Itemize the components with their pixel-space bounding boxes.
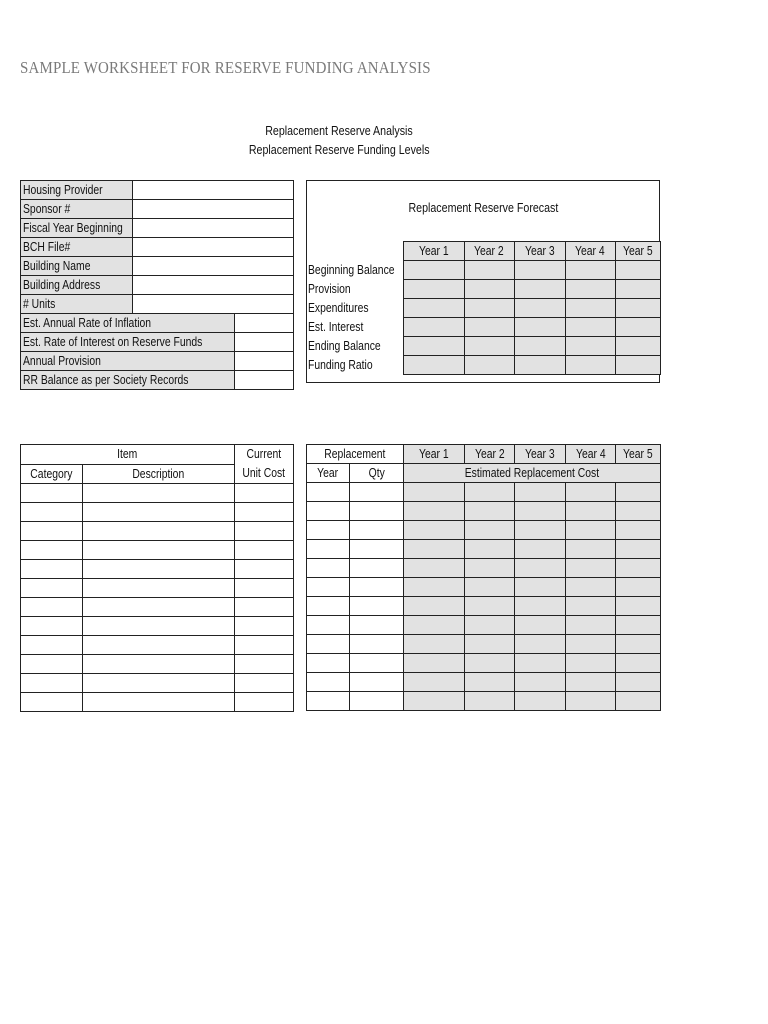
cost-cell[interactable] — [465, 521, 515, 540]
item-row — [21, 484, 294, 503]
repl-year-cell[interactable] — [307, 540, 350, 559]
year-header: Year — [307, 464, 350, 483]
repl-year-5: Year 5 — [616, 445, 661, 464]
cost-cell[interactable] — [465, 692, 515, 711]
forecast-cell[interactable] — [403, 280, 464, 299]
cost-cell[interactable] — [404, 635, 465, 654]
cost-cell[interactable] — [616, 502, 661, 521]
description-cell[interactable] — [83, 484, 235, 503]
cost-cell[interactable] — [566, 597, 616, 616]
cost-cell[interactable] — [566, 654, 616, 673]
repl-year-cell[interactable] — [307, 692, 350, 711]
category-cell[interactable] — [21, 522, 83, 541]
repl-year-cell[interactable] — [307, 654, 350, 673]
item-row — [21, 617, 294, 636]
cost-cell[interactable] — [404, 597, 465, 616]
category-cell[interactable] — [21, 655, 83, 674]
replacement-row — [307, 654, 661, 673]
replacement-table — [306, 444, 661, 711]
repl-year-cell[interactable] — [307, 502, 350, 521]
forecast-cell[interactable] — [615, 261, 660, 280]
forecast-cell[interactable] — [464, 337, 514, 356]
item-row — [21, 560, 294, 579]
fiscal-year-field[interactable] — [133, 219, 294, 238]
repl-year-cell[interactable] — [307, 597, 350, 616]
replacement-row — [307, 635, 661, 654]
description-cell[interactable] — [83, 503, 235, 522]
repl-year-cell[interactable] — [307, 578, 350, 597]
cost-cell[interactable] — [404, 483, 465, 502]
cost-cell[interactable] — [404, 540, 465, 559]
qty-cell[interactable] — [350, 578, 404, 597]
forecast-year-4: Year 4 — [565, 242, 615, 261]
unit-cost-cell[interactable] — [235, 693, 294, 712]
cost-cell[interactable] — [566, 673, 616, 692]
description-cell[interactable] — [83, 674, 235, 693]
replacement-row — [307, 673, 661, 692]
cost-cell[interactable] — [515, 540, 566, 559]
cost-cell[interactable] — [616, 597, 661, 616]
forecast-row-label: Expenditures — [308, 301, 369, 315]
replacement-row — [307, 692, 661, 711]
unit-cost-cell[interactable] — [235, 674, 294, 693]
qty-cell[interactable] — [350, 521, 404, 540]
housing-provider-label: Housing Provider — [21, 181, 133, 200]
repl-year-3: Year 3 — [515, 445, 566, 464]
forecast-cell[interactable] — [464, 356, 514, 375]
replacement-row — [307, 540, 661, 559]
cost-cell[interactable] — [465, 597, 515, 616]
unit-cost-cell[interactable] — [235, 522, 294, 541]
cost-cell[interactable] — [465, 559, 515, 578]
qty-header: Qty — [350, 464, 404, 483]
replacement-row — [307, 483, 661, 502]
cost-cell[interactable] — [616, 673, 661, 692]
forecast-cell[interactable] — [615, 337, 660, 356]
cost-cell[interactable] — [404, 692, 465, 711]
cost-cell[interactable] — [515, 692, 566, 711]
cost-cell[interactable] — [616, 559, 661, 578]
item-row — [21, 693, 294, 712]
inflation-label: Est. Annual Rate of Inflation — [21, 314, 235, 333]
qty-cell[interactable] — [350, 483, 404, 502]
forecast-cell[interactable] — [565, 337, 615, 356]
description-cell[interactable] — [83, 636, 235, 655]
replacement-row — [307, 597, 661, 616]
cost-cell[interactable] — [566, 578, 616, 597]
building-name-field[interactable] — [133, 257, 294, 276]
forecast-cell[interactable] — [615, 356, 660, 375]
repl-year-cell[interactable] — [307, 635, 350, 654]
cost-cell[interactable] — [616, 521, 661, 540]
item-row — [21, 541, 294, 560]
forecast-cell[interactable] — [514, 299, 565, 318]
unit-cost-cell[interactable] — [235, 484, 294, 503]
description-cell[interactable] — [83, 579, 235, 598]
unit-cost-cell[interactable] — [235, 636, 294, 655]
estimated-cost-header: Estimated Replacement Cost — [404, 464, 661, 483]
page-title: SAMPLE WORKSHEET FOR RESERVE FUNDING ANALYSIS — [20, 58, 431, 77]
unit-cost-cell[interactable] — [235, 541, 294, 560]
qty-cell[interactable] — [350, 635, 404, 654]
rr-balance-field[interactable] — [235, 371, 294, 390]
forecast-cell[interactable] — [565, 356, 615, 375]
qty-cell[interactable] — [350, 673, 404, 692]
info-table — [20, 180, 294, 390]
cost-cell[interactable] — [404, 673, 465, 692]
description-cell[interactable] — [83, 560, 235, 579]
replacement-header: Replacement — [307, 445, 404, 464]
cost-cell[interactable] — [404, 502, 465, 521]
repl-year-cell[interactable] — [307, 483, 350, 502]
cost-cell[interactable] — [515, 597, 566, 616]
replacement-row — [307, 616, 661, 635]
forecast-year-2: Year 2 — [464, 242, 514, 261]
forecast-table — [306, 241, 661, 375]
item-row — [21, 522, 294, 541]
forecast-row-label: Funding Ratio — [308, 358, 373, 372]
cost-cell[interactable] — [616, 483, 661, 502]
qty-cell[interactable] — [350, 597, 404, 616]
units-field[interactable] — [133, 295, 294, 314]
repl-year-1: Year 1 — [404, 445, 465, 464]
unit-cost-cell[interactable] — [235, 503, 294, 522]
cost-cell[interactable] — [465, 673, 515, 692]
current-unit-cost-header: Current Unit Cost — [235, 445, 294, 484]
item-row — [21, 636, 294, 655]
qty-cell[interactable] — [350, 692, 404, 711]
forecast-year-3: Year 3 — [514, 242, 565, 261]
repl-year-cell[interactable] — [307, 559, 350, 578]
cost-cell[interactable] — [404, 654, 465, 673]
cost-cell[interactable] — [515, 616, 566, 635]
unit-cost-cell[interactable] — [235, 655, 294, 674]
cost-cell[interactable] — [515, 654, 566, 673]
description-cell[interactable] — [83, 655, 235, 674]
annual-provision-field[interactable] — [235, 352, 294, 371]
forecast-cell[interactable] — [615, 280, 660, 299]
category-cell[interactable] — [21, 693, 83, 712]
cost-cell[interactable] — [566, 692, 616, 711]
forecast-cell[interactable] — [514, 356, 565, 375]
repl-year-cell[interactable] — [307, 673, 350, 692]
forecast-year-5: Year 5 — [615, 242, 660, 261]
unit-cost-cell[interactable] — [235, 617, 294, 636]
units-label: # Units — [21, 295, 133, 314]
category-cell[interactable] — [21, 674, 83, 693]
description-header: Description — [83, 464, 235, 484]
cost-cell[interactable] — [566, 635, 616, 654]
item-row — [21, 655, 294, 674]
forecast-row-label: Est. Interest — [308, 320, 364, 334]
cost-cell[interactable] — [616, 654, 661, 673]
cost-cell[interactable] — [566, 540, 616, 559]
cost-cell[interactable] — [616, 692, 661, 711]
forecast-cell[interactable] — [514, 280, 565, 299]
cost-cell[interactable] — [404, 578, 465, 597]
forecast-cell[interactable] — [464, 299, 514, 318]
description-cell[interactable] — [83, 541, 235, 560]
cost-cell[interactable] — [616, 616, 661, 635]
category-cell[interactable] — [21, 503, 83, 522]
category-cell[interactable] — [21, 579, 83, 598]
inflation-field[interactable] — [235, 314, 294, 333]
replacement-row — [307, 559, 661, 578]
forecast-cell[interactable] — [565, 261, 615, 280]
unit-cost-cell[interactable] — [235, 560, 294, 579]
forecast-cell[interactable] — [403, 318, 464, 337]
item-row — [21, 579, 294, 598]
repl-year-cell[interactable] — [307, 521, 350, 540]
forecast-cell[interactable] — [565, 299, 615, 318]
cost-cell[interactable] — [515, 521, 566, 540]
replacement-row — [307, 502, 661, 521]
qty-cell[interactable] — [350, 502, 404, 521]
category-cell[interactable] — [21, 598, 83, 617]
cost-cell[interactable] — [465, 616, 515, 635]
forecast-cell[interactable] — [403, 299, 464, 318]
cost-cell[interactable] — [404, 521, 465, 540]
item-row — [21, 598, 294, 617]
building-name-label: Building Name — [21, 257, 133, 276]
cost-cell[interactable] — [465, 635, 515, 654]
cost-cell[interactable] — [616, 578, 661, 597]
interest-rate-label: Est. Rate of Interest on Reserve Funds — [21, 333, 235, 352]
cost-cell[interactable] — [515, 483, 566, 502]
qty-cell[interactable] — [350, 540, 404, 559]
cost-cell[interactable] — [566, 483, 616, 502]
forecast-cell[interactable] — [403, 356, 464, 375]
item-row — [21, 674, 294, 693]
unit-cost-cell[interactable] — [235, 598, 294, 617]
qty-cell[interactable] — [350, 616, 404, 635]
qty-cell[interactable] — [350, 559, 404, 578]
forecast-row-label: Beginning Balance — [308, 263, 395, 277]
cost-cell[interactable] — [515, 635, 566, 654]
cost-cell[interactable] — [515, 578, 566, 597]
cost-cell[interactable] — [515, 673, 566, 692]
bch-file-label: BCH File# — [21, 238, 133, 257]
forecast-cell[interactable] — [514, 318, 565, 337]
unit-cost-cell[interactable] — [235, 579, 294, 598]
cost-cell[interactable] — [465, 540, 515, 559]
forecast-cell[interactable] — [514, 337, 565, 356]
category-cell[interactable] — [21, 560, 83, 579]
item-header: Item — [21, 445, 235, 465]
forecast-cell[interactable] — [464, 318, 514, 337]
cost-cell[interactable] — [566, 521, 616, 540]
qty-cell[interactable] — [350, 654, 404, 673]
replacement-row — [307, 578, 661, 597]
category-cell[interactable] — [21, 636, 83, 655]
forecast-year-1: Year 1 — [403, 242, 464, 261]
cost-cell[interactable] — [465, 654, 515, 673]
forecast-cell[interactable] — [565, 280, 615, 299]
subtitle-line2: Replacement Reserve Funding Levels — [248, 142, 430, 157]
replacement-row — [307, 521, 661, 540]
forecast-cell[interactable] — [615, 318, 660, 337]
forecast-cell[interactable] — [514, 261, 565, 280]
cost-cell[interactable] — [404, 616, 465, 635]
forecast-cell[interactable] — [565, 318, 615, 337]
repl-year-4: Year 4 — [566, 445, 616, 464]
category-header: Category — [21, 464, 83, 484]
forecast-cell[interactable] — [464, 261, 514, 280]
cost-cell[interactable] — [515, 559, 566, 578]
forecast-row-label: Ending Balance — [308, 339, 381, 353]
forecast-cell[interactable] — [615, 299, 660, 318]
bch-file-field[interactable] — [133, 238, 294, 257]
interest-rate-field[interactable] — [235, 333, 294, 352]
cost-cell[interactable] — [616, 635, 661, 654]
building-address-field[interactable] — [133, 276, 294, 295]
forecast-cell[interactable] — [403, 261, 464, 280]
description-cell[interactable] — [83, 598, 235, 617]
annual-provision-label: Annual Provision — [21, 352, 235, 371]
forecast-row-label: Provision — [308, 282, 351, 296]
items-table — [20, 444, 294, 712]
repl-year-cell[interactable] — [307, 616, 350, 635]
forecast-title: Replacement Reserve Forecast — [408, 200, 558, 215]
cost-cell[interactable] — [616, 540, 661, 559]
subtitle-line1: Replacement Reserve Analysis — [265, 123, 413, 138]
cost-cell[interactable] — [566, 559, 616, 578]
description-cell[interactable] — [83, 693, 235, 712]
sponsor-field[interactable] — [133, 200, 294, 219]
housing-provider-field[interactable] — [133, 181, 294, 200]
category-cell[interactable] — [21, 484, 83, 503]
rr-balance-label: RR Balance as per Society Records — [21, 371, 235, 390]
fiscal-year-label: Fiscal Year Beginning — [21, 219, 133, 238]
description-cell[interactable] — [83, 522, 235, 541]
sponsor-label: Sponsor # — [21, 200, 133, 219]
category-cell[interactable] — [21, 541, 83, 560]
cost-cell[interactable] — [515, 502, 566, 521]
cost-cell[interactable] — [566, 616, 616, 635]
building-address-label: Building Address — [21, 276, 133, 295]
cost-cell[interactable] — [465, 578, 515, 597]
cost-cell[interactable] — [404, 559, 465, 578]
cost-cell[interactable] — [566, 502, 616, 521]
item-row — [21, 503, 294, 522]
forecast-cell[interactable] — [464, 280, 514, 299]
forecast-cell[interactable] — [403, 337, 464, 356]
repl-year-2: Year 2 — [465, 445, 515, 464]
category-cell[interactable] — [21, 617, 83, 636]
description-cell[interactable] — [83, 617, 235, 636]
cost-cell[interactable] — [465, 502, 515, 521]
cost-cell[interactable] — [465, 483, 515, 502]
